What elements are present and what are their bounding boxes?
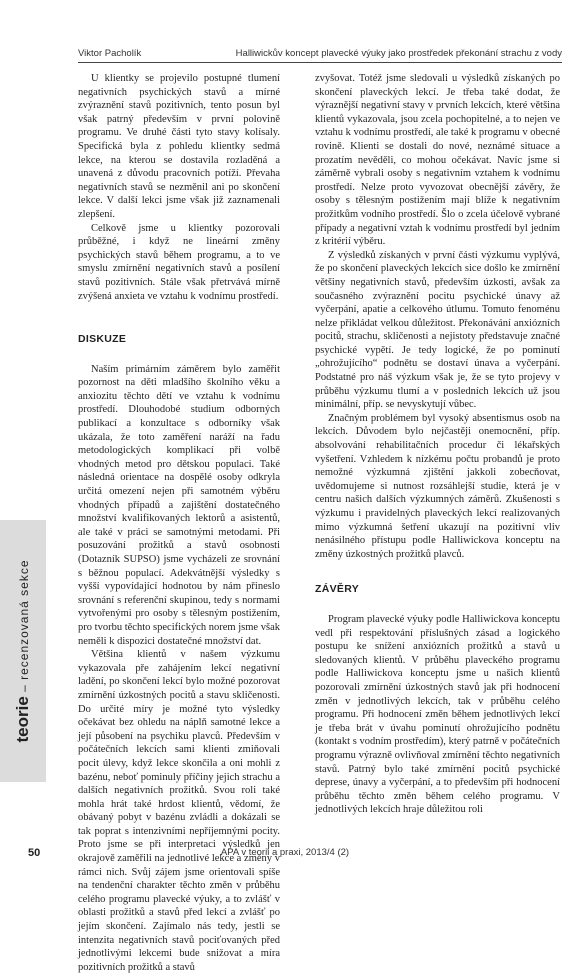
section-label-light: recenzovaná sekce [17, 559, 31, 680]
paragraph: Program plavecké výuky podle Halliwickova konceptu vedl při respektování příslušných zásad a logického postupu ke snížení anxiózních prožitků a stavů u sledovaných klientů. V průběhu plaveckého programu podle Halliwickova konceptu jsme u našich klientů pozorovali zmírnění úzkostných stavů jak při hodnocení změn v jednotlivých lekcích, tak v průběhu celého programu. Při hodnocení změn během jednotlivých lekcí je třeba brát v úvahu pominutí ohrožujícího podnětu (kontakt s vodním prostředím), který patrně v počátečních programu výrazně ovlivňoval zmírnění těchto negativních stavů. Patrný bylo také zmírnění pocitů psychické deprese, únavy a vyčerpání, a to především při hodnocení průběhu těchto změn během celého programu. V jednotlivých lekcích hraje důležitou roli [315, 613, 560, 816]
paragraph: Většina klientů v našem výzkumu vykazovala pře zahájením lekcí negativní ladění, po skončení lekcí bylo možné pozorovat zmírnění úzkostných pocitů a stavu skličenosti. Do určité míry je možné tyto výsledky očekávat bez ohledu na náplň samotné lekce a její působení na psychiku plavců. Především v počátečních lekcích sami klienti zmiňovali pocit úlevy, když lekce skončila a oni mohli z bazénu, neboť pominuly příčiny jejich strachu a dalších negativních prožitků. Svou roli také mohla hrát také hrdost klientů, vědomí, že obávaný pobyt v bazénu zvládli a dokázali se tak poprat s intenzivními nepříjemnými pocity. Proto jsme se při interpretaci výsledků jen okrajově zaměřili na jednotlivé lekce a změny v rámci nich. Svůj zájem jsme orientovali spíše na tendenční charakter těchto změn v průběhu celého programu plavecké výuky, a to zvlášť v oblasti prožitků a stavů před lekcí a zvlášť po jejím skončení. Zajímalo nás tedy, jestli se intenzita negativních stavů pociťovaných před jednotlivými lekcemi bude snižovat a míra pozitivních prožitků a stavů [78, 649, 280, 973]
paragraph: Značným problémem byl vysoký absentismus osob na lekcích. Důvodem bylo nejčastěji onemocnění, příp. absolvování rehabilitačních procedur či lékařských vyšetření. Vzhledem k nízkému počtu probandů je proto nemožné výzkumná zjištění jakkoli zobecňovat, uvědomujeme si nutnost rozsáhlejší studie, která je v centru našich dalších výzkumných záměrů. Zkušenosti s výzkumu i pravidelných plaveckých lekcí realizovaných mimo výzkumná šetření ukazují na pozitivní vliv nenásilného přístupu podle Halliwickova konceptu na změny úzkostných prožitků plavců. [315, 412, 560, 560]
running-header-author: Viktor Pacholík [78, 48, 142, 59]
section-heading-diskuze: DISKUZE [78, 333, 127, 346]
section-label [13, 559, 33, 742]
page-number: 50 [28, 847, 41, 859]
header-divider [78, 62, 562, 63]
paragraph: Celkově jsme u klientky pozorovali průběžné, i když ne lineární změny psychických stavů během programu, a to ve smyslu zmírnění negativních stavů a posílení stavů pozitivních. Stále však přetrvává mírně zvýšená anxieta ve vztahu k vodnímu prostředí. [78, 222, 280, 302]
right-column [315, 72, 560, 817]
paragraph: Naším primárním záměrem bylo zaměřit pozornost na děti mladšího školního věku a anxiozitu těchto dětí ve vztahu k vodnímu prostředí. Dlouhodobé studium odborných publikací a konzultace s odborníky však ukázala, že toto zaměření naráží na řadu metodologických komplikací při volbě vhodných metod pro dětskou populaci. Také následná orientace na dospělé osoby odkryla určitá omezení nejen při samotném výběru vhodných případů a zajištění dostatečného množství kvalifikovaných lektorů a asistentů, ale také v práci se samotnými metodami. Při posuzování prožitků a stavů osobnosti (Dotazník SUPSO) jsme vycházeli ze srovnání s běžnou populací. Adekvátnější výsledky s vyšší vypovídající hodnotou by nám přineslo srovnání s referenční skupinou, tedy s normami vytvořenými pro osoby s tělesným postižením, pro tvorbu těchto specifických norem jsme však neměli k dispozici dostatečné množství dat. [78, 363, 280, 647]
left-column [78, 72, 280, 974]
paragraph: zvyšovat. Totéž jsme sledovali u výsledků získaných po skončení plaveckých lekcí. Je třeba také dodat, že výraznější negativní stavy v prvních lekcích, které většina klientů vykazovala, jsou zcela pochopitelné, a to nejen ve vztahu k vodnímu prostředí, ale také k programu v obecné rovině. Klienti se dostali do nové, neznámé situace a prozatím nevěděli, co mohou očekávat. Navíc jsme si záměrně vybrali osoby s negativním vztahem k vodnímu prostředí. Nelze proto vyvozovat obecnější závěry, že osoby s tělesným postižením mají blíže k negativním prožitkům vodního prostředí. Šlo o zcela účelově vybrané případy a negativní vztah k vodnímu prostředí byl jedním z kritérií výběru. [315, 73, 560, 248]
section-label-dash: – [17, 679, 31, 697]
journal-footer: APA v teorii a praxi, 2013/4 (2) [220, 847, 350, 858]
paragraph: U klientky se projevilo postupné tlumení negativních psychických stavů a mírné zvýraznění stavů pozitivních, tento posun byl však patrný především v první polovině programu. Ve druhé části tyto stavy kolísaly. Specifická byla z pohledu klientky sedmá lekce, na kterou se dostavila rozladěná a unavená z důvodu pracovních potíží. Převaha negativních stavů se nezměnil ani po skončení lekce. V další lekci jsme však již zaznamenali zlepšení. [78, 73, 280, 220]
paragraph: Z výsledků získaných v první části výzkumu vyplývá, že po skončení plaveckých lekcích sice došlo ke zmírnění většiny negativních stavů, především úzkosti, avšak za současného zvýraznění pocitu psychické únavy až vyčerpání, apatie a celkového útlumu. Tomuto fenoménu nelze přikládat velkou důležitost. Překonávání anxiózních pocitů, strachu, skličenosti a nejistoty představuje značné psychické vypětí. Je tedy logické, že po pominutí „ohrožujícího“ podnětu se dostaví únava a vyčerpání. Podstatné pro náš výzkum však je, že se tyto projevy v průběhu výzkumu tlumí a v posledních lekcích už jsou minimální, příp. se nevyskytují vůbec. [315, 249, 560, 411]
running-header-title: Halliwickův koncept plavecké výuky jako prostředek překonání strachu z vody [235, 48, 562, 59]
section-heading-zavery: ZÁVĚRY [315, 583, 359, 596]
section-label-strong: teorie [13, 696, 32, 743]
